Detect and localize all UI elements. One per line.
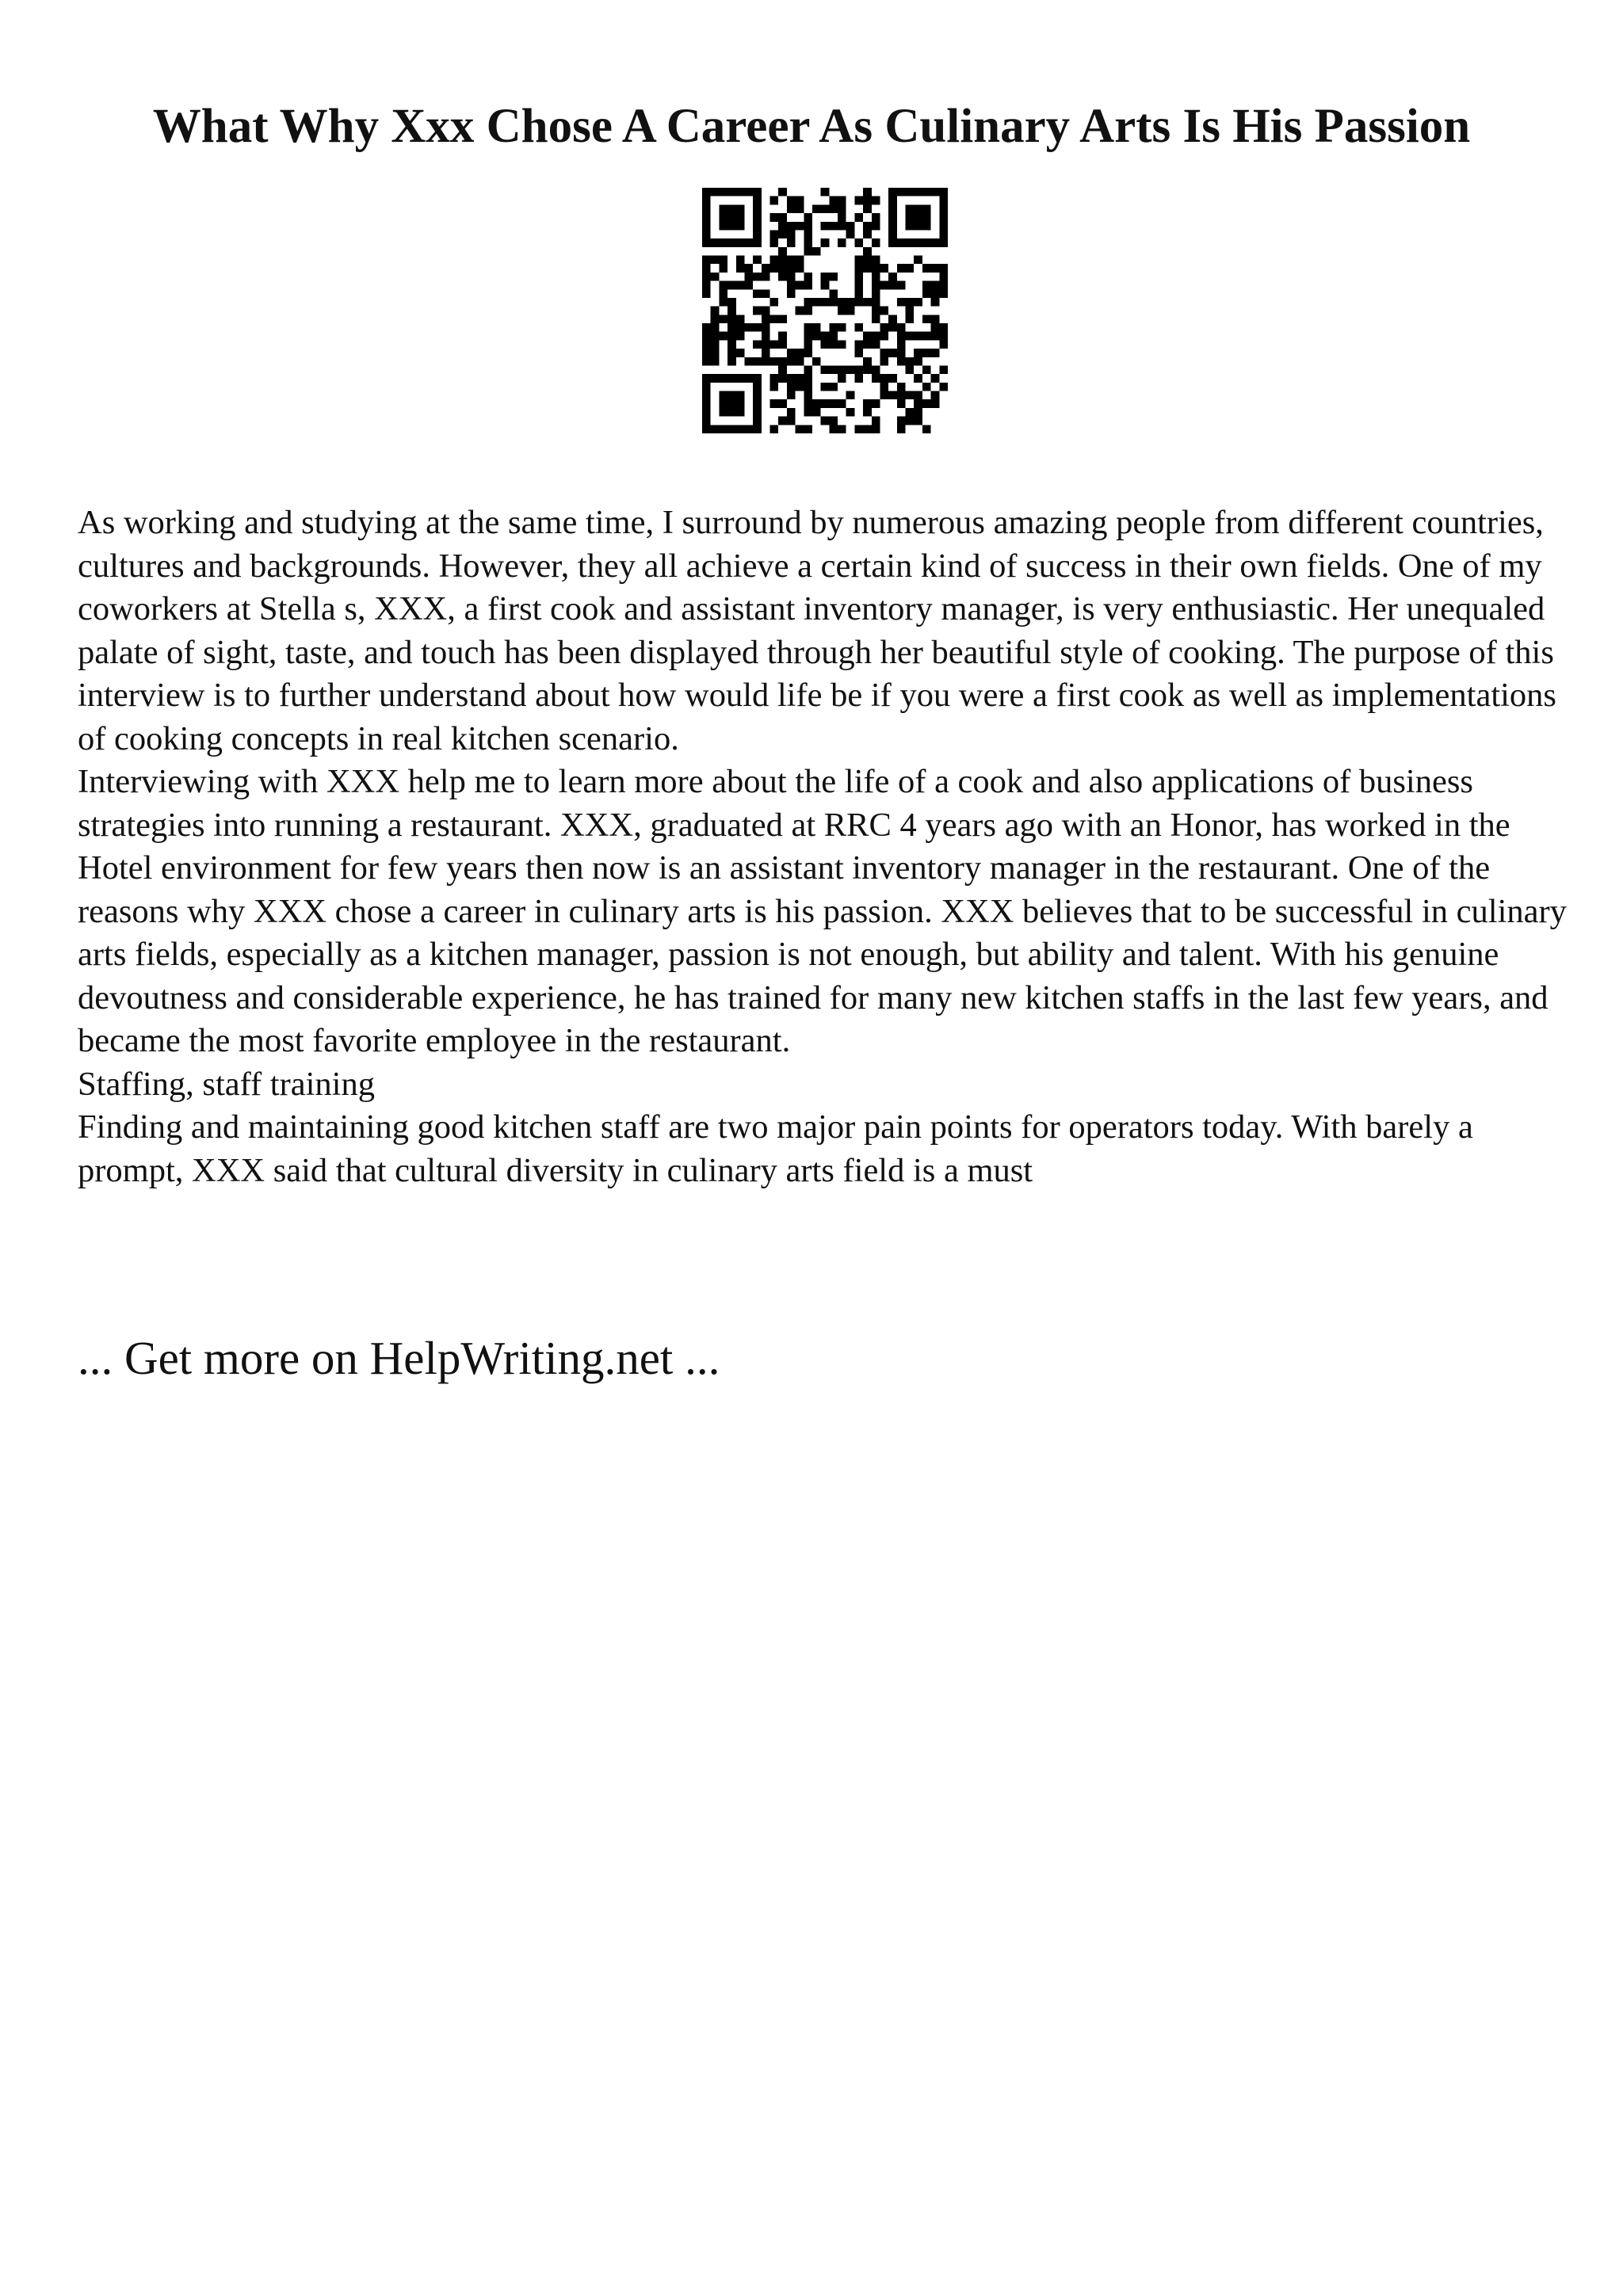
get-more-link[interactable]: ... Get more on HelpWriting.net ... [78, 1332, 720, 1384]
document-body [78, 502, 1568, 1192]
qr-code-icon [702, 188, 948, 433]
document-title: What Why Xxx Chose A Career As Culinary Arts Is His Passion [152, 100, 1471, 153]
paragraph-heading-staffing: Staffing, staff training [78, 1065, 375, 1103]
paragraph-interview: Interviewing with XXX help me to learn more about the life of a cook and also applications of business strategies into running a restaurant. XXX, graduated at RRC 4 years ago with an Honor, has worked in the Hotel environment for few years then now is an assistant inventory manager in the restaurant. One of the reasons why XXX chose a career in culinary arts is his passion. XXX believes that to be successful in culinary arts fields, especially as a kitchen manager, passion is not enough, but ability and talent. With his genuine devoutness and considerable experience, he has trained for many new kitchen staffs in the last few years, and became the most favorite employee in the restaurant. [78, 763, 1567, 1059]
paragraph-staffing: Finding and maintaining good kitchen staff are two major pain points for operators today. With barely a prompt, XXX said that cultural diversity in culinary arts field is a must [78, 1108, 1473, 1189]
paragraph-intro: As working and studying at the same time, I surround by numerous amazing people from different countries, cultures and backgrounds. However, they all achieve a certain kind of success in their own fields. One of my coworkers at Stella s, XXX, a first cook and assistant inventory manager, is very enthusiastic. Her unequaled palate of sight, taste, and touch has been displayed through her beautiful style of cooking. The purpose of this interview is to further understand about how would life be if you were a first cook as well as implementations of cooking concepts in real kitchen scenario. [78, 504, 1556, 757]
